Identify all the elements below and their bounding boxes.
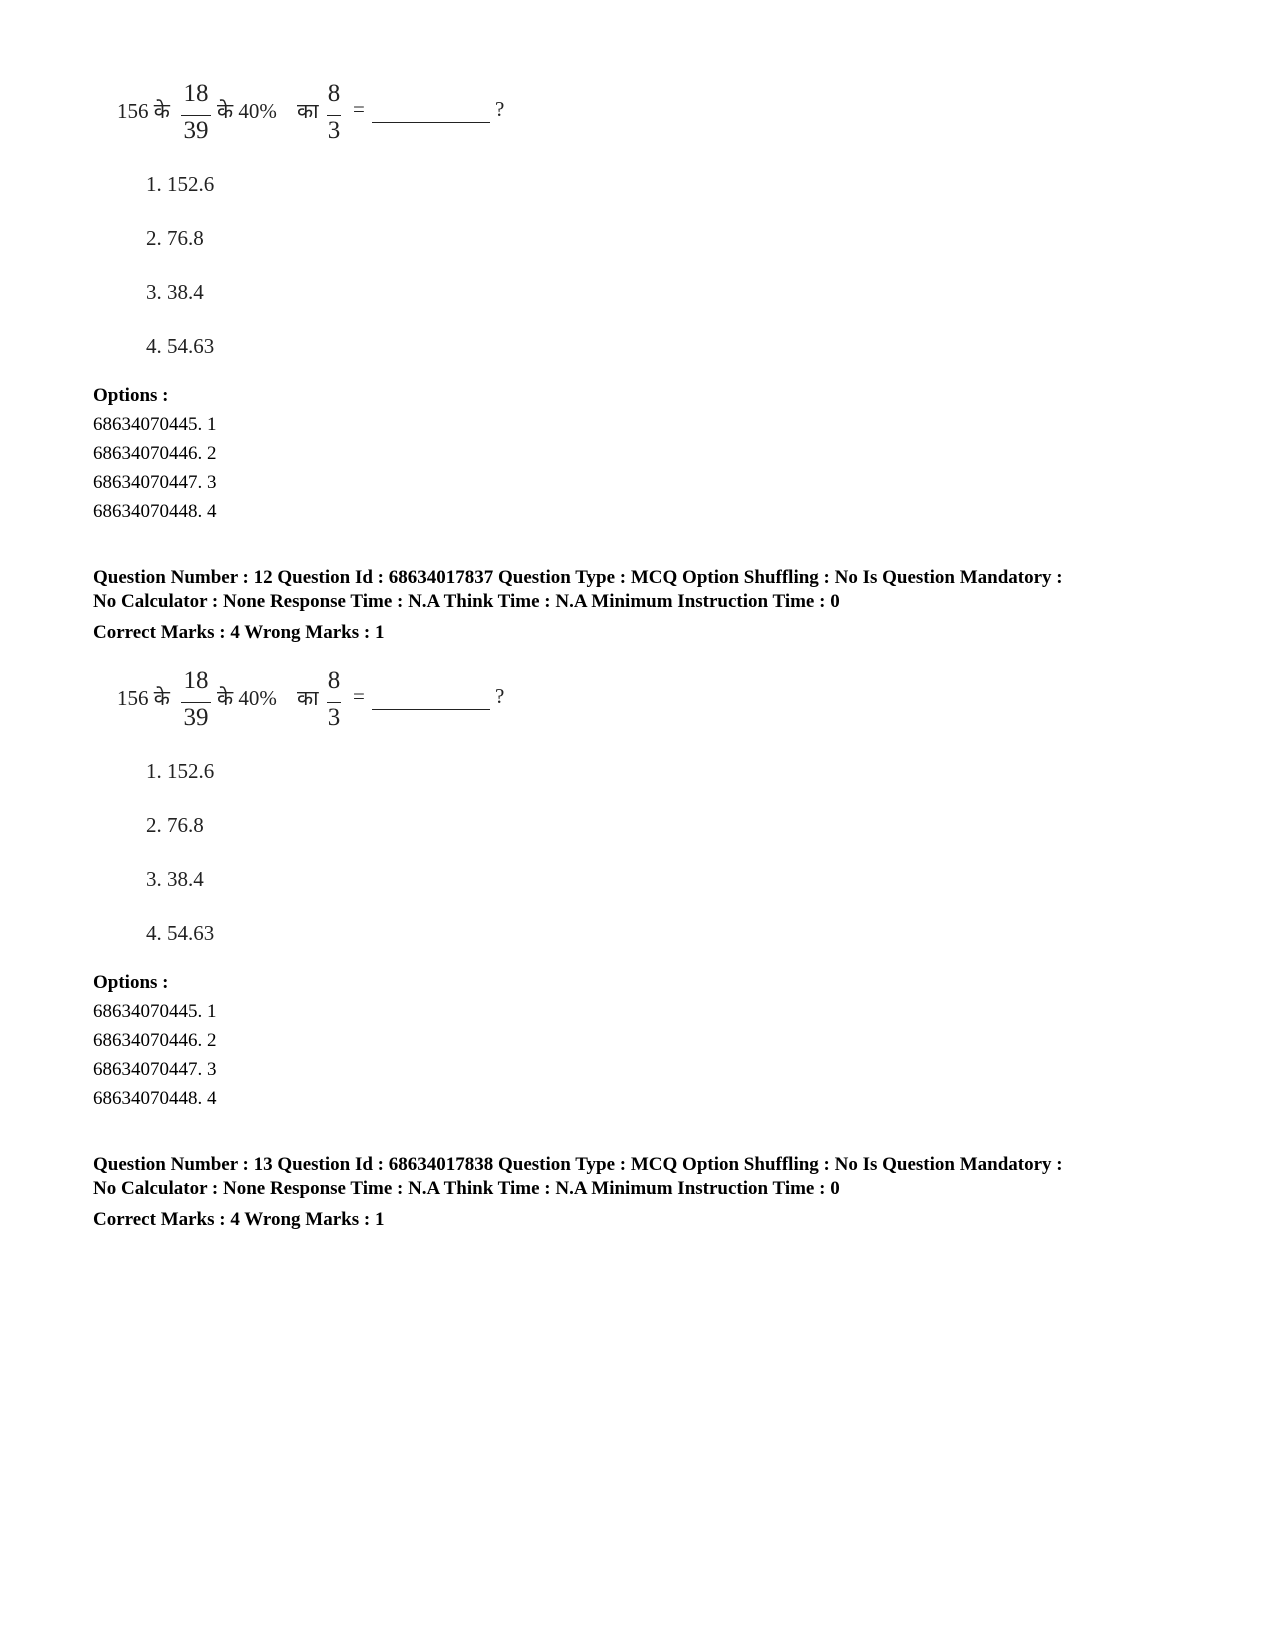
option-id-line: 68634070447. 3 [93,472,217,493]
fraction-8-3 [326,80,342,150]
fraction-numerator: 8 [327,80,341,107]
question-meta-line: Question Number : 13 Question Id : 68634017838 Question Type : MCQ Option Shuffling : No Is Question Mandatory : [93,1154,1063,1175]
fraction-bar [181,115,211,116]
expr-question-mark: ? [495,97,505,121]
option-id-line: 68634070445. 1 [93,1001,217,1022]
option-id-line: 68634070448. 4 [93,501,217,522]
question-meta-line: Question Number : 12 Question Id : 68634017837 Question Type : MCQ Option Shuffling : No Is Question Mandatory : [93,567,1063,588]
option-id-line: 68634070446. 2 [93,1030,217,1051]
fraction-bar [181,702,211,703]
expr-mid: के 40% [217,686,277,710]
fraction-numerator: 18 [183,80,209,107]
fraction-numerator: 18 [183,667,209,694]
fraction-bar [327,115,341,116]
fraction-18-39 [179,80,213,150]
expr-question-mark: ? [495,684,505,708]
expr-ka: का [297,99,319,123]
option-id-line: 68634070448. 4 [93,1088,217,1109]
fraction-denominator: 3 [327,704,341,731]
fraction-denominator: 39 [183,704,209,731]
question-meta [93,1153,1203,1201]
expr-equals: = [353,684,365,708]
question-expression [117,667,537,741]
fraction-18-39 [179,667,213,737]
fraction-8-3 [326,667,342,737]
choice-item: 1. 152.6 [146,172,215,196]
question-expression [117,80,537,154]
expr-equals: = [353,97,365,121]
choice-item: 2. 76.8 [146,813,204,837]
fraction-denominator: 39 [183,117,209,144]
options-label: Options : [93,972,169,993]
question-marks: Correct Marks : 4 Wrong Marks : 1 [93,1209,385,1230]
choice-item: 4. 54.63 [146,334,215,358]
fraction-numerator: 8 [327,667,341,694]
answer-blank [372,122,490,123]
question-meta [93,566,1203,614]
expr-mid: के 40% [217,99,277,123]
fraction-bar [327,702,341,703]
answer-blank [372,709,490,710]
question-meta-line: No Calculator : None Response Time : N.A Think Time : N.A Minimum Instruction Time : 0 [93,1178,840,1199]
option-id-line: 68634070445. 1 [93,414,217,435]
choice-item: 4. 54.63 [146,921,215,945]
option-id-line: 68634070447. 3 [93,1059,217,1080]
expr-lead: 156 के [117,686,170,710]
question-marks: Correct Marks : 4 Wrong Marks : 1 [93,622,385,643]
question-meta-line: No Calculator : None Response Time : N.A Think Time : N.A Minimum Instruction Time : 0 [93,591,840,612]
choice-item: 1. 152.6 [146,759,215,783]
option-id-line: 68634070446. 2 [93,443,217,464]
choice-item: 2. 76.8 [146,226,204,250]
expr-lead: 156 के [117,99,170,123]
options-label: Options : [93,385,169,406]
choice-item: 3. 38.4 [146,867,204,891]
choice-item: 3. 38.4 [146,280,204,304]
fraction-denominator: 3 [327,117,341,144]
expr-ka: का [297,686,319,710]
